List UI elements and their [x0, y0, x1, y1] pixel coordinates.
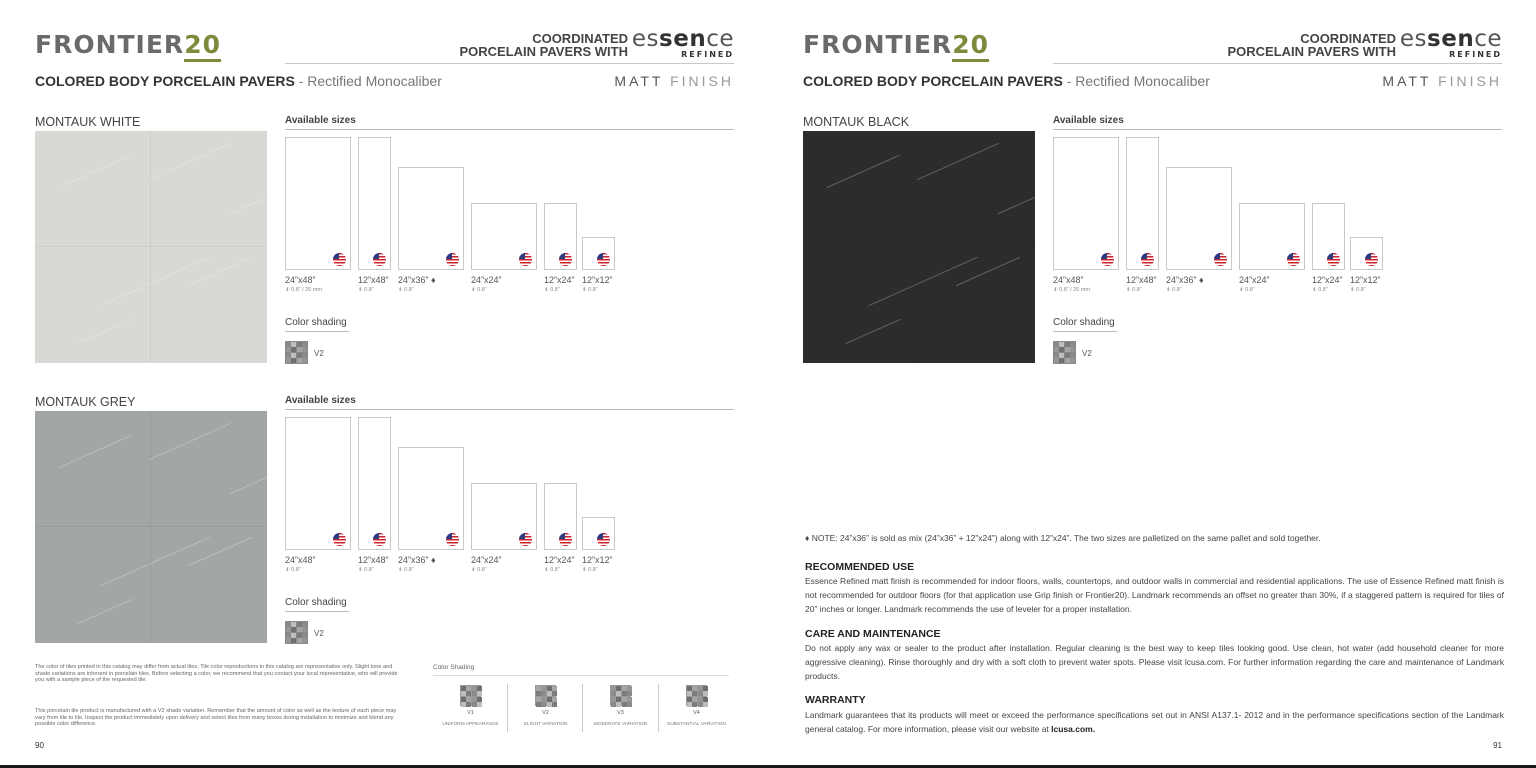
tile-thickness-label: ⇟ 0.8” [544, 567, 560, 573]
shade-cell [536, 686, 541, 691]
usa-flag-icon [519, 533, 532, 546]
shade-cell [302, 342, 307, 347]
tile-size-outline [544, 203, 577, 270]
stone-vein [149, 423, 232, 461]
shading-legend-code: V3 [617, 710, 624, 716]
tile-joint [150, 131, 151, 363]
shade-cell [536, 691, 541, 696]
usa-flag-icon [1287, 253, 1300, 266]
shade-cell [698, 686, 703, 691]
shade-cell [1059, 358, 1064, 363]
tile-size-outline [1166, 167, 1232, 270]
shade-cell [291, 627, 296, 632]
shade-cell [541, 697, 546, 702]
shade-cell [461, 691, 466, 696]
shade-cell [286, 622, 291, 627]
finish-label [614, 73, 734, 89]
shade-cell [611, 686, 616, 691]
usa-flag-icon [333, 253, 346, 266]
usa-flag-icon [1214, 253, 1227, 266]
essence-bold: sen [1427, 26, 1475, 52]
shade-cell [302, 353, 307, 358]
tile-size-label: 12”x12” [1350, 275, 1381, 285]
shade-cell [1065, 342, 1070, 347]
usa-flag-icon [1141, 253, 1154, 266]
shade-cell [692, 697, 697, 702]
shade-cell [302, 622, 307, 627]
essence-sub: REFINED [1449, 50, 1502, 59]
coordinated-line2: PORCELAIN PAVERS WITH [459, 44, 628, 59]
color-shading-label: Color shading [285, 317, 349, 332]
usa-flag-icon [559, 253, 572, 266]
shade-cell [1054, 358, 1059, 363]
shade-cell [692, 702, 697, 707]
usa-flag-icon [1101, 253, 1114, 266]
shade-cell [552, 686, 557, 691]
shade-cell [286, 342, 291, 347]
tile-joint [918, 131, 919, 363]
usa-flag-icon [373, 533, 386, 546]
shade-code: V2 [314, 349, 324, 358]
stone-vein [58, 435, 131, 468]
tile-size-outline [398, 167, 464, 270]
shading-legend-rule [433, 675, 729, 676]
usa-flag-icon [1327, 253, 1340, 266]
shade-cell [291, 638, 296, 643]
shade-cell [547, 686, 552, 691]
product-montauk-black [803, 115, 1503, 375]
tile-size-outline [285, 417, 351, 550]
tile-joint [35, 526, 267, 527]
page-number-left: 90 [35, 741, 44, 750]
tile-size-label: 12”x24” [544, 555, 575, 565]
shade-cell [611, 702, 616, 707]
usa-flag-icon [446, 253, 459, 266]
stone-vein [845, 319, 900, 344]
shade-cell [461, 686, 466, 691]
recommended-use-heading: RECOMMENDED USE [805, 561, 915, 573]
shade-cell [286, 358, 291, 363]
shade-cell [687, 702, 692, 707]
shade-cell [541, 702, 546, 707]
shade-variation-icon [686, 685, 707, 706]
essence-pre: es [631, 26, 660, 52]
shade-cell [616, 686, 621, 691]
shade-cell [1054, 342, 1059, 347]
warranty-text [805, 709, 1504, 737]
logo-text: FRONTIER [35, 30, 185, 59]
shade-cell [286, 347, 291, 352]
shade-cell [302, 638, 307, 643]
shading-legend-title: Color Shading [433, 664, 475, 671]
tile-size-outline [471, 483, 537, 550]
shade-cell [622, 686, 627, 691]
tile-size-outline [358, 137, 391, 270]
shade-cell [622, 697, 627, 702]
shade-cell [1070, 353, 1075, 358]
essence-sub: REFINED [681, 50, 734, 59]
shade-cell [291, 633, 296, 638]
tile-size-outline [285, 137, 351, 270]
warranty-heading: WARRANTY [805, 694, 866, 706]
page-subtitle [803, 73, 1210, 89]
tile-thickness-label: ⇟ 0.8” [1350, 287, 1366, 293]
tile-thickness-label: ⇟ 0.8” [582, 287, 598, 293]
tile-size-outline [398, 447, 464, 550]
shading-legend-divider [658, 684, 659, 732]
stone-vein [826, 155, 899, 188]
shade-cell [687, 686, 692, 691]
tile-thickness-label: ⇟ 0.8” / 20 mm [285, 287, 323, 293]
shade-cell [541, 691, 546, 696]
stone-vein [230, 169, 267, 215]
finish-word2: FINISH [670, 73, 734, 89]
tile-thickness-label: ⇟ 0.8” [285, 567, 301, 573]
tile-joint [150, 411, 151, 643]
shade-cell [687, 697, 692, 702]
shade-cell [627, 686, 632, 691]
essence-logo [1400, 28, 1502, 60]
shade-code: V2 [1082, 349, 1092, 358]
usa-flag-icon [1365, 253, 1378, 266]
tile-thickness-label: ⇟ 0.8” [1126, 287, 1142, 293]
page-number-right: 91 [1493, 741, 1502, 750]
tile-swatch-image [803, 131, 1035, 363]
shade-cell [297, 633, 302, 638]
shade-cell [291, 353, 296, 358]
shade-code: V2 [314, 629, 324, 638]
shade-cell [1065, 353, 1070, 358]
product-montauk-white [35, 115, 735, 375]
shade-cell [703, 691, 708, 696]
shade-cell [547, 702, 552, 707]
tile-thickness-label: ⇟ 0.8” [471, 567, 487, 573]
tile-size-label: 24”x48” [285, 555, 316, 565]
tile-size-outline [582, 237, 615, 270]
shade-cell [477, 691, 482, 696]
tile-thickness-label: ⇟ 0.8” / 20 mm [1053, 287, 1091, 293]
usa-flag-icon [597, 253, 610, 266]
shade-cell [291, 358, 296, 363]
shade-cell [616, 697, 621, 702]
shade-cell [297, 358, 302, 363]
usa-flag-icon [446, 533, 459, 546]
shade-cell [466, 686, 471, 691]
shade-variation-icon [535, 685, 556, 706]
product-montauk-grey [35, 395, 735, 655]
shade-cell [627, 702, 632, 707]
shade-variation-icon [460, 685, 481, 706]
shading-legend-divider [507, 684, 508, 732]
shade-cell [692, 686, 697, 691]
shade-cell [627, 697, 632, 702]
header-rule [285, 63, 734, 64]
stone-vein [998, 169, 1035, 215]
tile-thickness-label: ⇟ 0.8” [398, 287, 414, 293]
tile-size-outline [1350, 237, 1383, 270]
tile-size-outline [358, 417, 391, 550]
shade-cell [302, 627, 307, 632]
tile-size-label: 12”x24” [544, 275, 575, 285]
shade-variation-icon [285, 621, 308, 644]
shade-cell [1070, 358, 1075, 363]
color-shading-label: Color shading [285, 597, 349, 612]
shade-cell [547, 697, 552, 702]
shade-variation-icon [610, 685, 631, 706]
logo-number: 20 [184, 30, 221, 62]
shade-cell [297, 627, 302, 632]
frontier20-logo [35, 31, 221, 59]
shade-cell [477, 702, 482, 707]
tile-size-label: 12”x12” [582, 275, 613, 285]
tile-size-outline [1239, 203, 1305, 270]
tile-thickness-label: ⇟ 0.8” [582, 567, 598, 573]
shade-cell [466, 691, 471, 696]
tile-size-label: 24”x48” [1053, 275, 1084, 285]
coordinated-caption [459, 32, 628, 58]
shading-legend-desc: SUBSTANTIAL VARIATION [667, 722, 726, 727]
shade-cell [547, 691, 552, 696]
care-heading: CARE AND MAINTENANCE [805, 628, 941, 640]
shade-variation-icon [285, 341, 308, 364]
size-note: ♦ NOTE: 24”x36” is sold as mix (24”x36” + 12”x24”) along with 12”x24”. The two sizes are palletized on the same pallet and sold together. [805, 533, 1321, 543]
shade-cell [1059, 353, 1064, 358]
shade-cell [1054, 353, 1059, 358]
recommended-use-text: Essence Refined matt finish is recommended for indoor floors, walls, countertops, and outdoor walls in commercial and residential applications. The use of Essence Refined matt finish is not recommended for outdoor floors (for that application use Grip finish or Frontier20). Landmark recommends an offset no greater than 30%, if a staggered pattern is required for tiles of 20” inches or longer. Landmark recommends the use of leveler for a proper installation. [805, 576, 1504, 614]
tile-thickness-label: ⇟ 0.8” [544, 287, 560, 293]
shade-cell [1070, 342, 1075, 347]
shade-cell [1059, 347, 1064, 352]
tile-size-label: 12”x48” [358, 555, 389, 565]
available-sizes-label: Available sizes [1053, 115, 1502, 130]
shade-cell [552, 691, 557, 696]
tile-size-outline [1126, 137, 1159, 270]
shade-cell [552, 702, 557, 707]
color-shading-label: Color shading [1053, 317, 1117, 332]
tile-size-label: 12”x48” [1126, 275, 1157, 285]
shading-legend-desc: UNIFORM APPEARANCE [442, 722, 499, 727]
available-sizes-label: Available sizes [285, 395, 734, 410]
essence-logo [632, 28, 734, 60]
shading-legend-desc: SLIGHT VARIATION [523, 722, 568, 727]
shade-cell [536, 702, 541, 707]
tile-swatch-image [35, 411, 267, 643]
shade-cell [1070, 347, 1075, 352]
shading-legend-item [659, 682, 734, 727]
shade-cell [1054, 347, 1059, 352]
frontier20-logo [803, 31, 989, 59]
shade-cell [1059, 342, 1064, 347]
tile-size-outline [1053, 137, 1119, 270]
stone-vein [77, 599, 132, 624]
essence-pre: es [1399, 26, 1428, 52]
shade-cell [466, 702, 471, 707]
shade-cell [472, 686, 477, 691]
coordinated-line1: COORDINATED [1300, 31, 1396, 46]
shade-cell [1065, 358, 1070, 363]
coordinated-line1: COORDINATED [532, 31, 628, 46]
shading-legend-item [583, 682, 658, 727]
tile-size-outline [582, 517, 615, 550]
shade-cell [1065, 347, 1070, 352]
shade-cell [622, 691, 627, 696]
tile-size-label: 24”x48” [285, 275, 316, 285]
tile-size-label: 12”x12” [582, 555, 613, 565]
tile-thickness-label: ⇟ 0.8” [1312, 287, 1328, 293]
shade-cell [291, 342, 296, 347]
tile-size-label: 24”x36” ♦ [398, 555, 436, 565]
tile-thickness-label: ⇟ 0.8” [1166, 287, 1182, 293]
shade-cell [291, 347, 296, 352]
shade-cell [297, 342, 302, 347]
tile-thickness-label: ⇟ 0.8” [358, 567, 374, 573]
shade-cell [461, 697, 466, 702]
tile-size-outline [544, 483, 577, 550]
shade-cell [472, 691, 477, 696]
shading-legend-code: V2 [542, 710, 549, 716]
tile-size-outline [471, 203, 537, 270]
shading-legend-item [508, 682, 583, 727]
tile-thickness-label: ⇟ 0.8” [398, 567, 414, 573]
shade-cell [477, 697, 482, 702]
usa-flag-icon [597, 533, 610, 546]
usa-flag-icon [333, 533, 346, 546]
shade-cell [552, 697, 557, 702]
shading-legend-code: V4 [693, 710, 700, 716]
shade-cell [302, 358, 307, 363]
subtitle-light: - Rectified Monocaliber [1062, 73, 1210, 89]
product-name: MONTAUK GREY [35, 395, 136, 409]
logo-number: 20 [952, 30, 989, 62]
shade-cell [622, 702, 627, 707]
available-sizes-label: Available sizes [285, 115, 734, 130]
shading-legend-divider [582, 684, 583, 732]
shade-variation-icon [1053, 341, 1076, 364]
shade-cell [616, 702, 621, 707]
warranty-body: Landmark guarantees that its products will meet or exceed the performance specifications set out in ANSI A137.1- 2012 and in the performance specifications section of the Landmark general catalog. For more information, please visit our website at [805, 710, 1504, 734]
header-rule [1053, 63, 1502, 64]
shade-cell [286, 638, 291, 643]
essence-post: ce [706, 26, 734, 52]
shade-cell [703, 702, 708, 707]
shade-cell [611, 691, 616, 696]
essence-post: ce [1474, 26, 1502, 52]
tile-thickness-label: ⇟ 0.8” [471, 287, 487, 293]
subtitle-bold: COLORED BODY PORCELAIN PAVERS [803, 73, 1063, 89]
product-name: MONTAUK WHITE [35, 115, 141, 129]
tile-joint [803, 246, 1035, 247]
stone-vein [77, 319, 132, 344]
stone-vein [230, 449, 267, 495]
shade-cell [286, 353, 291, 358]
tile-size-outline [1312, 203, 1345, 270]
coordinated-caption [1227, 32, 1396, 58]
shade-cell [692, 691, 697, 696]
stone-vein [917, 143, 1000, 181]
shade-cell [297, 638, 302, 643]
shade-cell [466, 697, 471, 702]
tile-size-label: 24”x36” ♦ [1166, 275, 1204, 285]
shade-cell [627, 691, 632, 696]
usa-flag-icon [559, 533, 572, 546]
shade-cell [698, 697, 703, 702]
shade-cell [461, 702, 466, 707]
tile-size-label: 12”x24” [1312, 275, 1343, 285]
shade-cell [291, 622, 296, 627]
shade-cell [302, 633, 307, 638]
finish-label [1382, 73, 1502, 89]
shade-cell [477, 686, 482, 691]
finish-word1: MATT [1382, 73, 1432, 89]
disclaimer-text-1: The color of tiles printed in this catalog may differ from actual tiles. Tile color reproductions in this catalog are representative only. Slight tone and shade variations are inherent in porcelain tiles. Before selecting a color, we recommend that you contact your local representative, who will provide you with a sample piece of the requested tile. [35, 664, 398, 684]
shade-cell [286, 633, 291, 638]
tile-joint [35, 246, 267, 247]
shade-cell [302, 347, 307, 352]
shade-cell [616, 691, 621, 696]
finish-word2: FINISH [1438, 73, 1502, 89]
stone-vein [58, 155, 131, 188]
shade-cell [698, 702, 703, 707]
stone-vein [149, 143, 232, 181]
usa-flag-icon [519, 253, 532, 266]
shade-cell [687, 691, 692, 696]
essence-bold: sen [659, 26, 707, 52]
disclaimer-text-2: This porcelain tile product is manufactured with a V2 shade variation. Remember that the amount of color as well as the texture of each piece may vary from tile to tile. Inspect the product immediately upon delivery and select tiles from many boxes during installation to minimize and blend any possible color difference. [35, 708, 397, 728]
coordinated-line2: PORCELAIN PAVERS WITH [1227, 44, 1396, 59]
logo-text: FRONTIER [803, 30, 953, 59]
shade-cell [698, 691, 703, 696]
tile-size-label: 12”x48” [358, 275, 389, 285]
shade-cell [472, 697, 477, 702]
shading-legend-item [433, 682, 508, 727]
tile-size-label: 24”x24” [471, 275, 502, 285]
shade-cell [297, 622, 302, 627]
finish-word1: MATT [614, 73, 664, 89]
product-name: MONTAUK BLACK [803, 115, 910, 129]
tile-size-label: 24”x36” ♦ [398, 275, 436, 285]
page-subtitle [35, 73, 442, 89]
tile-size-label: 24”x24” [1239, 275, 1270, 285]
tile-swatch-image [35, 131, 267, 363]
warranty-link[interactable]: lcusa.com. [1051, 723, 1096, 734]
shading-legend-desc: MODERATE VARIATION [593, 722, 648, 727]
tile-size-label: 24”x24” [471, 555, 502, 565]
subtitle-bold: COLORED BODY PORCELAIN PAVERS [35, 73, 295, 89]
shade-cell [536, 697, 541, 702]
shade-cell [611, 697, 616, 702]
shade-cell [297, 347, 302, 352]
shade-cell [541, 686, 546, 691]
shade-cell [703, 697, 708, 702]
tile-thickness-label: ⇟ 0.8” [1239, 287, 1255, 293]
usa-flag-icon [373, 253, 386, 266]
care-text: Do not apply any wax or sealer to the product after installation. Regular cleaning is the best way to keep tiles looking good. Use clean, hot water (add household cleaner for more aggressive cleaning). Rinse thoroughly and dry with a soft cloth to prevent water spots. Please visit lcusa.com. For further information regarding the care and maintenance of Landmark products. [805, 643, 1504, 681]
shading-legend-code: V1 [467, 710, 474, 716]
tile-thickness-label: ⇟ 0.8” [358, 287, 374, 293]
shade-cell [472, 702, 477, 707]
shade-cell [703, 686, 708, 691]
subtitle-light: - Rectified Monocaliber [294, 73, 442, 89]
shade-cell [286, 627, 291, 632]
shade-cell [297, 353, 302, 358]
